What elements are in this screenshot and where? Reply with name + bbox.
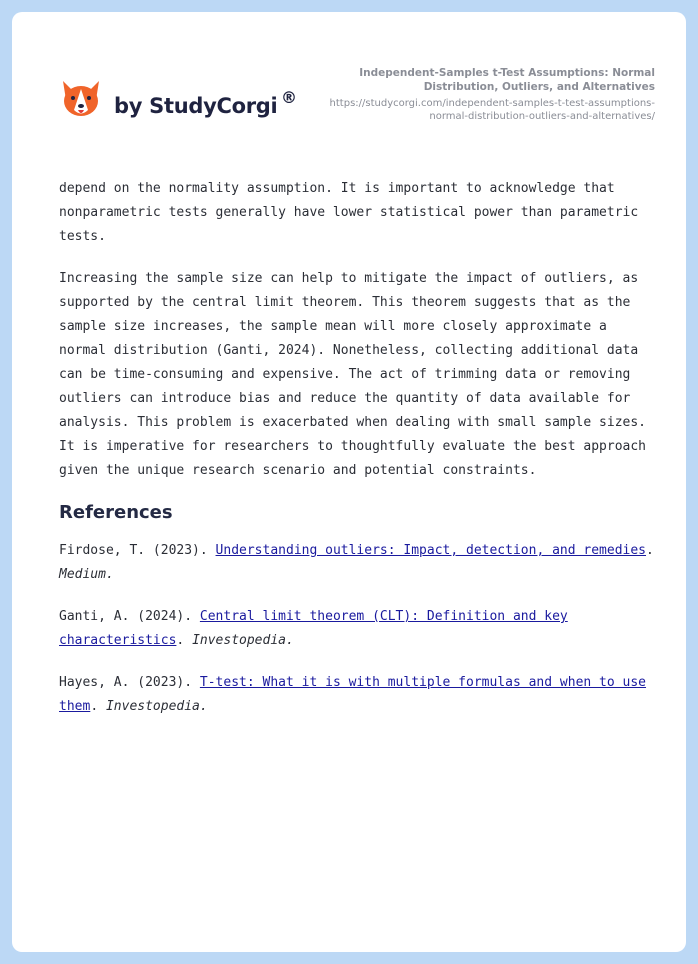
reference-separator: .	[90, 699, 106, 714]
reference-authors: Firdose, T. (2023).	[59, 543, 216, 558]
reference-link[interactable]: Central limit theorem (CLT): Definition and key characteristics	[59, 609, 568, 648]
reference-item	[59, 605, 659, 653]
reference-authors: Hayes, A. (2023).	[59, 675, 200, 690]
body-paragraph: Increasing the sample size can help to mitigate the impact of outliers, as supported by the central limit theorem. This theorem suggests that as the sample size increases, the sample mean will more closely approximate a normal distribution (Ganti, 2024). Nonetheless, collecting additional data can be time-consuming and expensive. The act of trimming data or removing outliers can introduce bias and reduce the quantity of data available for analysis. This problem is exacerbated when dealing with small sample sizes. It is imperative for researchers to thoughtfully evaluate the best approach given the unique research scenario and potential constraints.	[59, 271, 646, 478]
reference-source: Medium.	[59, 567, 114, 582]
reference-authors: Ganti, A. (2024).	[59, 609, 200, 624]
document-page	[12, 12, 686, 952]
reference-source: Investopedia.	[105, 699, 208, 714]
document-title: Independent-Samples t-Test Assumptions: Normal Distribution, Outliers, and Alternatives	[359, 67, 655, 93]
reference-source: Investopedia.	[192, 633, 294, 648]
reference-item	[59, 671, 659, 719]
page-header	[12, 12, 686, 162]
reference-separator: .	[646, 543, 654, 558]
references-heading: References	[59, 502, 173, 523]
corgi-head-icon	[60, 76, 102, 120]
reference-separator: .	[176, 633, 193, 648]
brand-prefix: by	[114, 94, 150, 118]
document-meta	[315, 66, 655, 123]
reference-link[interactable]: T-test: What it is with multiple formulas and when to use them	[59, 675, 647, 714]
reference-link[interactable]: Understanding outliers: Impact, detection, and remedies	[215, 543, 647, 558]
document-body	[59, 177, 659, 737]
studycorgi-logo[interactable]	[60, 76, 310, 126]
body-paragraph: depend on the normality assumption. It is important to acknowledge that nonparametric tests generally have lower statistical power than parametric tests.	[59, 181, 639, 244]
reference-item	[59, 539, 659, 587]
brand-name	[114, 94, 277, 118]
registered-mark: ®	[281, 88, 297, 107]
document-url[interactable]: https://studycorgi.com/independent-samples-t-test-assumptions-normal-distribution-outliers-and-alternatives/	[329, 98, 655, 122]
brand-wordmark: StudyCorgi	[149, 94, 278, 118]
